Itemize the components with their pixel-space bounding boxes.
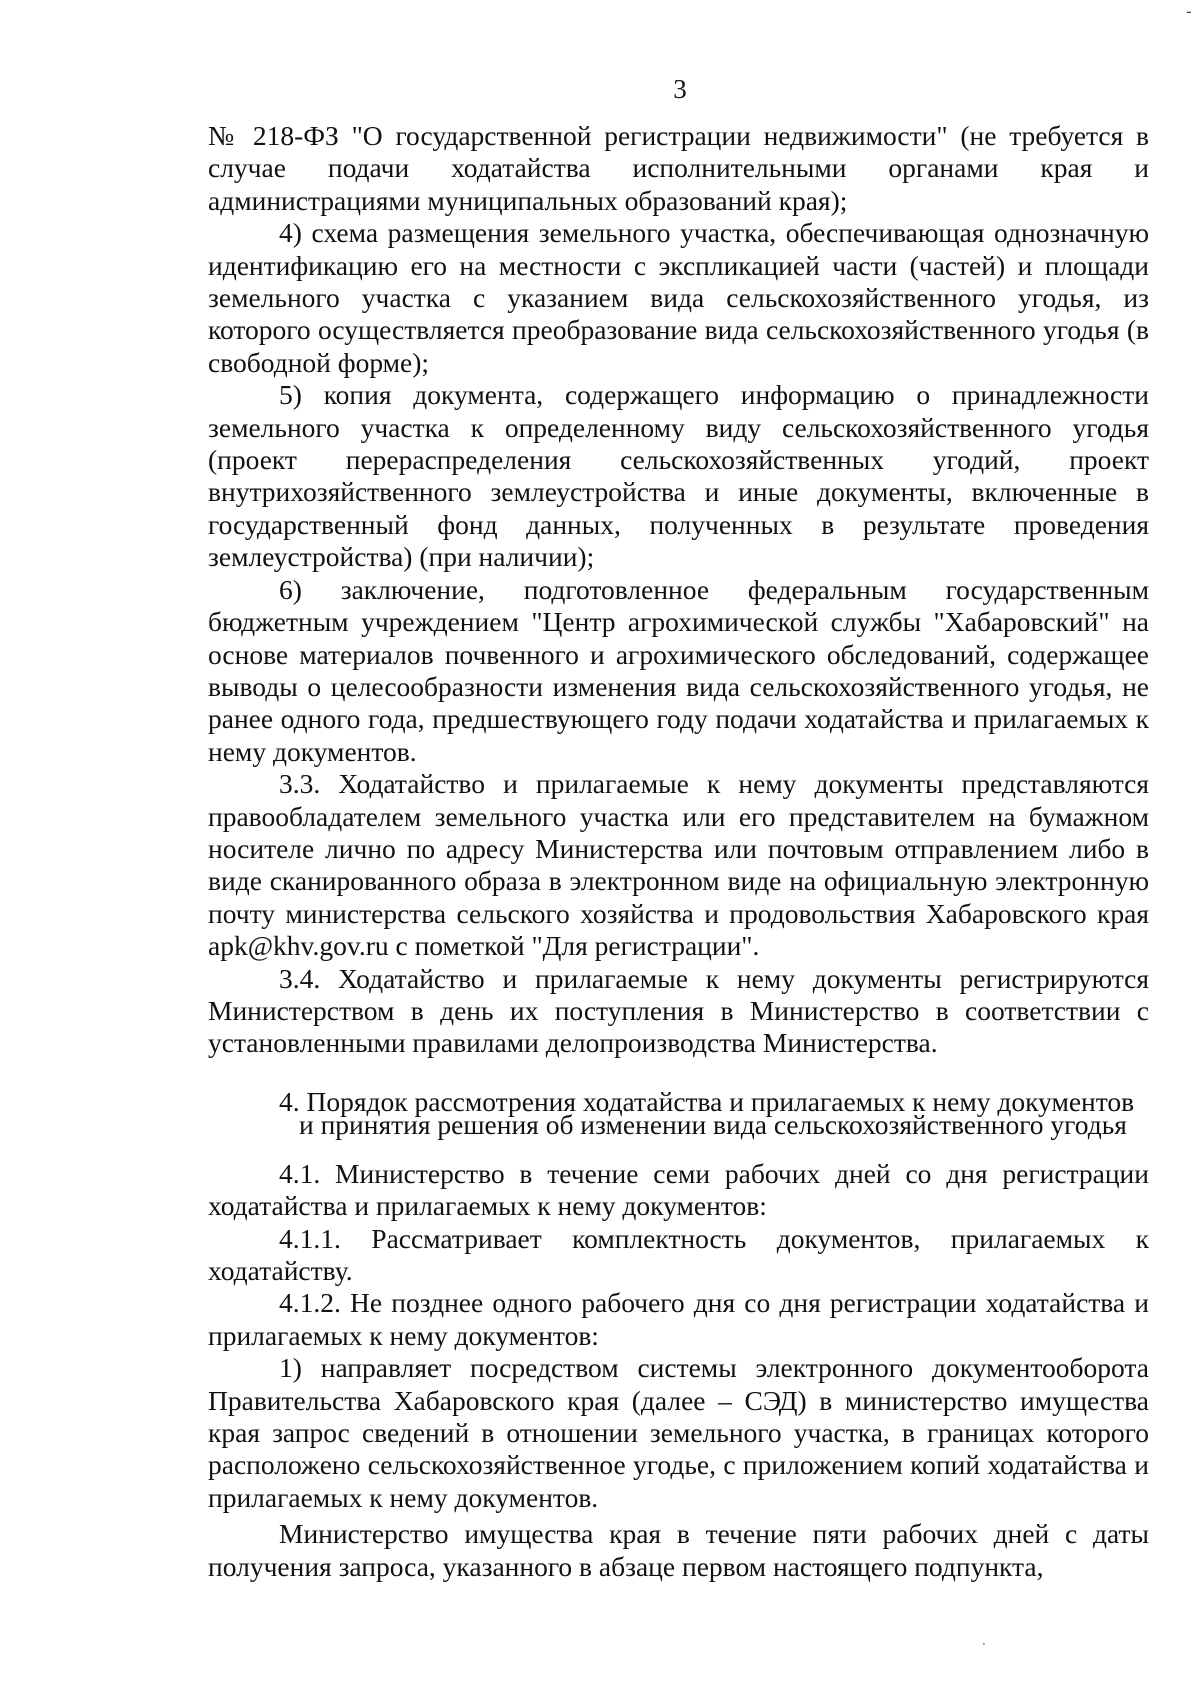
paragraph-4-1-2: 4.1.2. Не позднее одного рабочего дня со дня регистрации ходатайства и прилагаемых к нему документов: <box>208 1287 1149 1351</box>
paragraph-item-4: 4) схема размещения земельного участка, обеспечивающая однозначную идентификацию его на местности с экспликацией части (частей) и площади земельного участка с указанием вида сельскохозяйственного угодья, из которого осуществляется преобразование вида сельскохозяйственного угодья (в свободной форме); <box>208 217 1149 378</box>
paragraph-3-4: 3.4. Ходатайство и прилагаемые к нему документы регистрируются Министерством в день их поступления в Министерство в соответствии с установленными правилами делопроизводства Министерства. <box>208 962 1149 1059</box>
page-number: 3 <box>673 74 687 104</box>
paragraph-4-1: 4.1. Министерство в течение семи рабочих дней со дня регистрации ходатайства и прилагаемых к нему документов: <box>208 1157 1149 1222</box>
scan-mark-top: - <box>1186 2 1192 21</box>
paragraph-4-1-1: 4.1.1. Рассматривает комплектность документов, прилагаемых к ходатайству. <box>208 1222 1149 1286</box>
paragraph-item-6: 6) заключение, подготовленное федеральным государственным бюджетным учреждением "Центр агрохимической службы "Хабаровский" на основе материалов почвенного и агрохимического обследований, содержащее выводы о целесообразности изменения вида сельскохозяйственного угодья, не ранее одного года, предшествующего году подачи ходатайства и прилагаемых к нему документов. <box>208 573 1149 767</box>
paragraph-property-ministry: Министерство имущества края в течение пяти рабочих дней с даты получения запроса, указанного в абзаце первом настоящего подпункта, <box>208 1518 1149 1582</box>
paragraph-3-3: 3.3. Ходатайство и прилагаемые к нему документы представляются правообладателем земельного участка или его представителем на бумажном носителе лично по адресу Министерства или почтовым отправлением либо в виде сканированного образа в электронном виде на официальную электронную почту министерства сельского хозяйства и продовольствия Хабаровского края apk@khv.gov.ru с пометкой "Для регистрации". <box>208 768 1149 962</box>
scan-mark-bottom: · <box>982 1637 986 1651</box>
section-heading-line-1: 4. Порядок рассмотрения ходатайства и прилагаемых к нему документов <box>279 1085 1135 1117</box>
section-heading <box>208 1085 1149 1140</box>
paragraph-law-reference: № 218-ФЗ "О государственной регистрации недвижимости" (не требуется в случае подачи ходатайства исполнительными органами края и администрациями муниципальных образований края); <box>208 120 1149 216</box>
section-heading-line-2: и принятия решения об изменении вида сельскохозяйственного угодья <box>299 1108 1127 1140</box>
document-body <box>208 120 1149 1583</box>
paragraph-subitem-1: 1) направляет посредством системы электронного документооборота Правительства Хабаровского края (далее – СЭД) в министерство имущества края запрос сведений в отношении земельного участка, в границах которого расположено сельскохозяйственное угодье, с приложением копий ходатайства и прилагаемых к нему документов. <box>208 1352 1149 1513</box>
paragraph-item-5: 5) копия документа, содержащего информацию о принадлежности земельного участка к определенному виду сельскохозяйственного угодья (проект перераспределения сельскохозяйственных угодий, проект внутрихозяйственного землеустройства и иные документы, включенные в государственный фонд данных, полученных в результате проведения землеустройства) (при наличии); <box>208 379 1149 573</box>
